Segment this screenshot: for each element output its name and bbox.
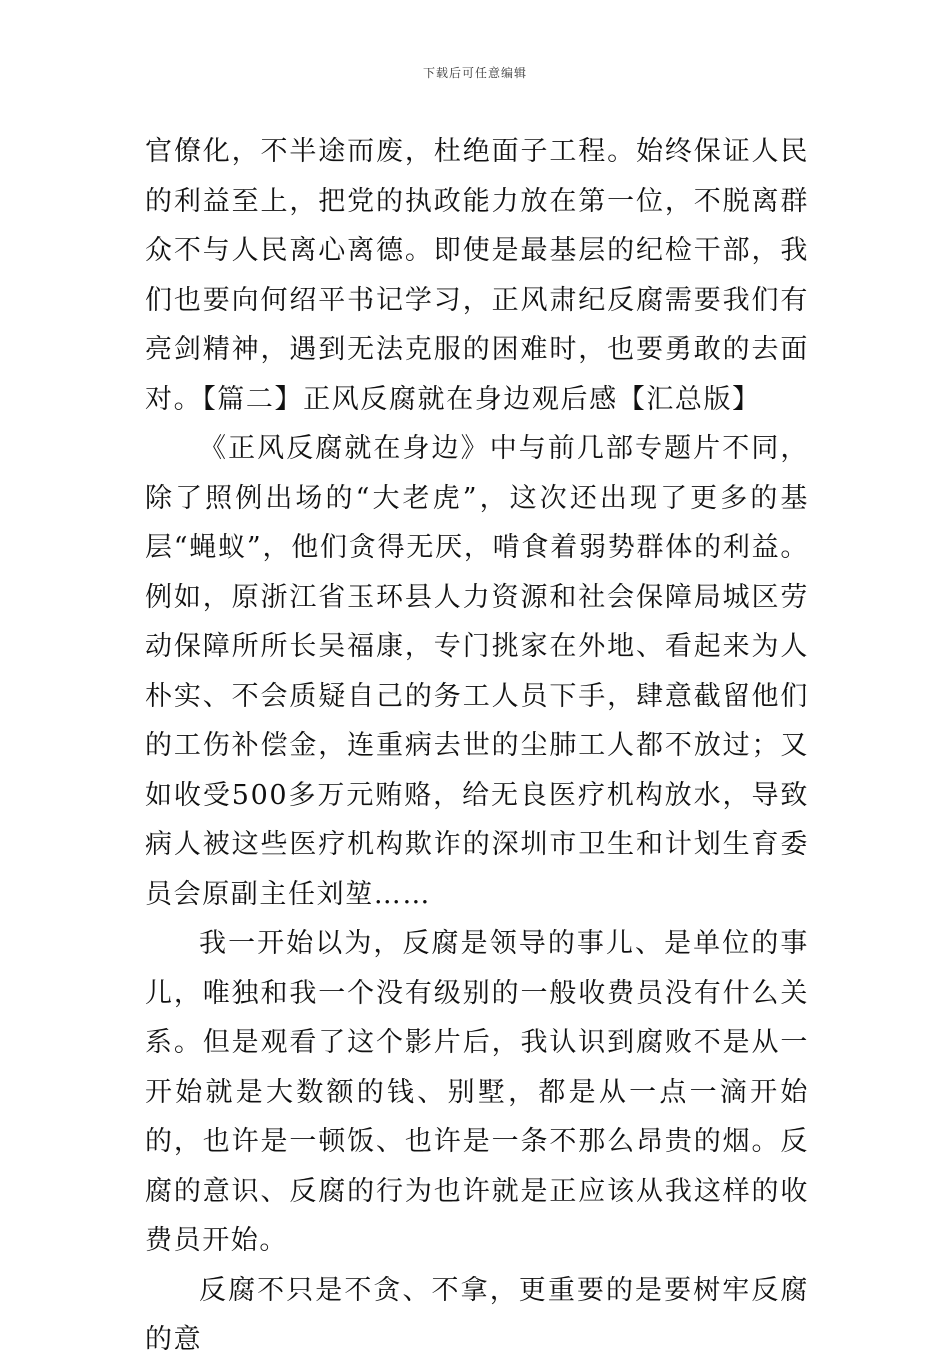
document-body: [145, 127, 809, 1365]
paragraph-2: 《正风反腐就在身边》中与前几部专题片不同，除了照例出场的“大老虎”，这次还出现了更多的基层“蝇蚁”，他们贪得无厌，啃食着弱势群体的利益。例如，原浙江省玉环县人力资源和社会保障局城区劳动保障所所长吴福康，专门挑家在外地、看起来为人朴实、不会质疑自己的务工人员下手，肆意截留他们的工伤补偿金，连重病去世的尘肺工人都不放过；又如收受500多万元贿赂，给无良医疗机构放水，导致病人被这些医疗机构欺诈的深圳市卫生和计划生育委员会原副主任刘堃……: [145, 433, 809, 910]
page-header: 下载后可任意编辑: [422, 66, 527, 80]
paragraph-3: 我一开始以为，反腐是领导的事儿、是单位的事儿，唯独和我一个没有级别的一般收费员没有什么关系。但是观看了这个影片后，我认识到腐败不是从一开始就是大数额的钱、别墅，都是从一点一滴开始的，也许是一顿饭、也许是一条不那么昂贵的烟。反腐的意识、反腐的行为也许就是正应该从我这样的收费员开始。: [145, 928, 809, 1256]
paragraph-1: 官僚化，不半途而废，杜绝面子工程。始终保证人民的利益至上，把党的执政能力放在第一位，不脱离群众不与人民离心离德。即使是最基层的纪检干部，我们也要向何绍平书记学习，正风肃纪反腐需要我们有亮剑精神，遇到无法克服的困难时，也要勇敢的去面对。【篇二】正风反腐就在身边观后感【汇总版】: [145, 136, 809, 415]
paragraph-4: 反腐不只是不贪、不拿，更重要的是要树牢反腐的意: [145, 1274, 809, 1355]
